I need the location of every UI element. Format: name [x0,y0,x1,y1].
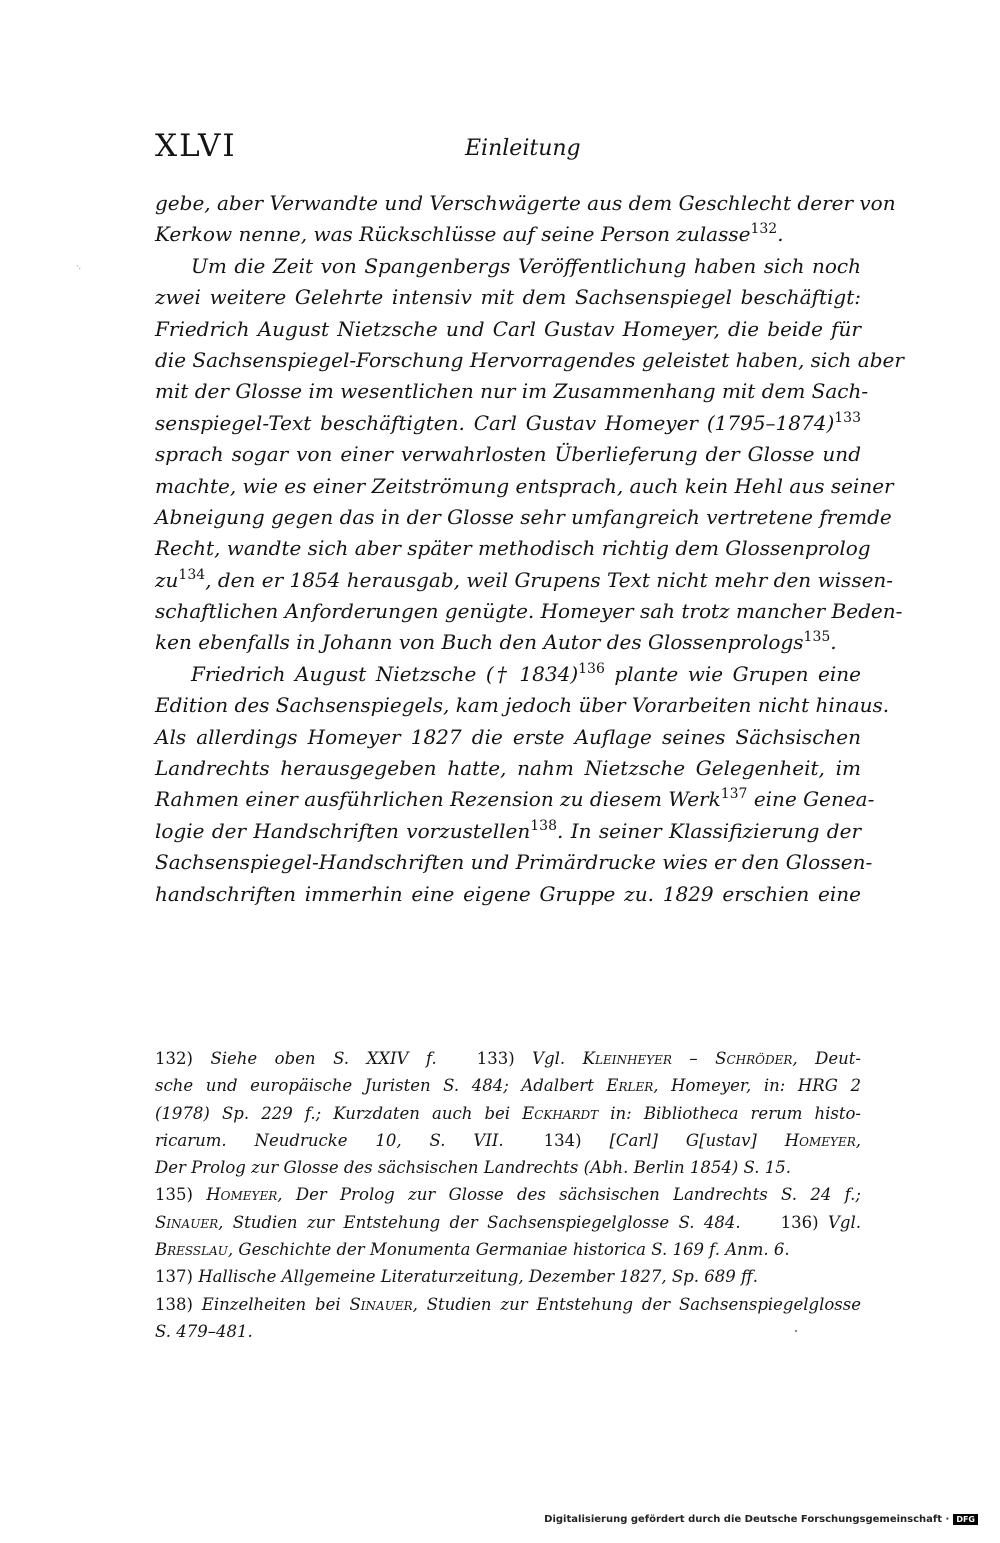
text-line: Friedrich August Nietzsche und Carl Gustav Homeyer, die beide für [155,316,861,341]
text-line: mit der Glosse im wesentlichen nur im Zusammenhang mit dem Sach- [155,379,869,404]
text-line: gebe, aber Verwandte und Verschwägerte aus dem Geschlecht derer von [155,191,896,215]
footnote-line: 137) Hallische Allgemeine Literaturzeitung, Dezember 1827, Sp. 689 ff. [155,1267,758,1287]
footnotes [155,1045,861,1345]
running-title: Einleitung [465,136,581,161]
text-line: handschriften immerhin eine eigene Gruppe zu. 1829 erschien eine [155,881,861,906]
text-line: Friedrich August Nietzsche († 1834)$^{136}$ plante wie Grupen eine [191,660,861,686]
text-line: Landrechts herausgegeben hatte, nahm Nietzsche Gelegenheit, im [155,756,861,781]
text-line: Kerkow nenne, was Rückschlüsse auf seine Person zulasse$^{132}$. [155,221,784,247]
footnote-ref: 137 [720,786,748,803]
footnote-line: (1978) Sp. 229 f.; Kurzdaten auch bei Eckhardt in: Bibliotheca rerum histo- [155,1103,861,1123]
footnote-line: sche und europäische Juristen S. 484; Adalbert Erler, Homeyer, in: HRG 2 [155,1076,861,1096]
footnote-line: Bresslau, Geschichte der Monumenta Germaniae historica S. 169 f. Anm. 6. [155,1240,790,1260]
footnote-line: 135) Homeyer, Der Prolog zur Glosse des sächsischen Landrechts S. 24 f.; [155,1185,861,1205]
footnote-line: 132) Siehe oben S. XXIV f. 133) Vgl. Kleinheyer – Schröder, Deut- [155,1049,861,1068]
footnote-ref: 133 [834,409,861,426]
footnote-line: Der Prolog zur Glosse des sächsischen Landrechts (Abh. Berlin 1854) S. 15. [155,1158,791,1178]
footnote-ref: 136 [578,660,605,677]
footnote-line: 138) Einzelheiten bei Sinauer, Studien zur Entstehung der Sachsenspiegelglosse [155,1294,861,1314]
credit-text: Digitalisierung gefördert durch die Deutsche Forschungsgemeinschaft · [544,1514,950,1525]
footnote-line: ricarum. Neudrucke 10, S. VII. 134) [Carl] G[ustav] Homeyer, [155,1130,862,1150]
footnote-ref: 135 [803,629,831,646]
text-line: Abneigung gegen das in der Glosse sehr umfangreich vertretene fremde [155,504,892,529]
footnote-ref: 138 [530,817,557,834]
text-line: logie der Handschriften vorzustellen$^{138}$. In seiner Klassifizierung der [155,817,862,843]
text-line: Um die Zeit von Spangenbergs Veröffentlichung haben sich noch [191,253,861,278]
main-text [155,188,904,910]
text-line: sprach sogar von einer verwahrlosten Überlieferung der Glosse und [155,442,861,467]
text-line: Rahmen einer ausführlichen Rezension zu diesem Werk$^{137}$ eine Genea- [155,786,875,812]
footnote-ref: 132 [750,221,778,238]
text-line: Recht, wandte sich aber später methodisch richtig dem Glossenprolog [155,536,871,561]
text-line: $zu^{134}$, den er 1854 herausgab, weil Grupens Text nicht mehr den wissen- [155,566,894,592]
text-line: ken ebenfalls in Johann von Buch den Autor des Glossenprologs$^{135}$. [155,629,837,655]
text-line: machte, wie es einer Zeitströmung entsprach, auch kein Hehl aus seiner [155,473,894,498]
digitization-credit [544,1514,978,1525]
footnote-line: S. 479–481. [155,1321,253,1341]
text-line: Sachsenspiegel-Handschriften und Primärdrucke wies er den Glossen- [155,850,873,875]
text-line: Als allerdings Homeyer 1827 die erste Auflage seines Sächsischen [155,724,861,749]
text-line: Edition des Sachsenspiegels, kam jedoch über Vorarbeiten nicht hinaus. [155,693,890,718]
text-line: senspiegel-Text beschäftigten. Carl Gustav Homeyer (1795–1874)$^{133}$ [155,409,861,435]
text-line: schaftlichen Anforderungen genügte. Homeyer sah trotz mancher Beden- [155,599,903,624]
text-line: die Sachsenspiegel-Forschung Hervorragendes geleistet haben, sich aber [155,347,904,372]
dfg-logo: DFG [953,1514,978,1525]
scan-speck: ·. [76,262,82,271]
footnote-ref: 134 [178,566,206,583]
page-number: XLVI [155,128,237,164]
footnote-line: Sinauer, Studien zur Entstehung der Sachsenspiegelglosse S. 484. 136) Vgl. [155,1212,861,1232]
text-line: zwei weitere Gelehrte intensiv mit dem Sachsenspiegel beschäftigt: [155,285,861,310]
